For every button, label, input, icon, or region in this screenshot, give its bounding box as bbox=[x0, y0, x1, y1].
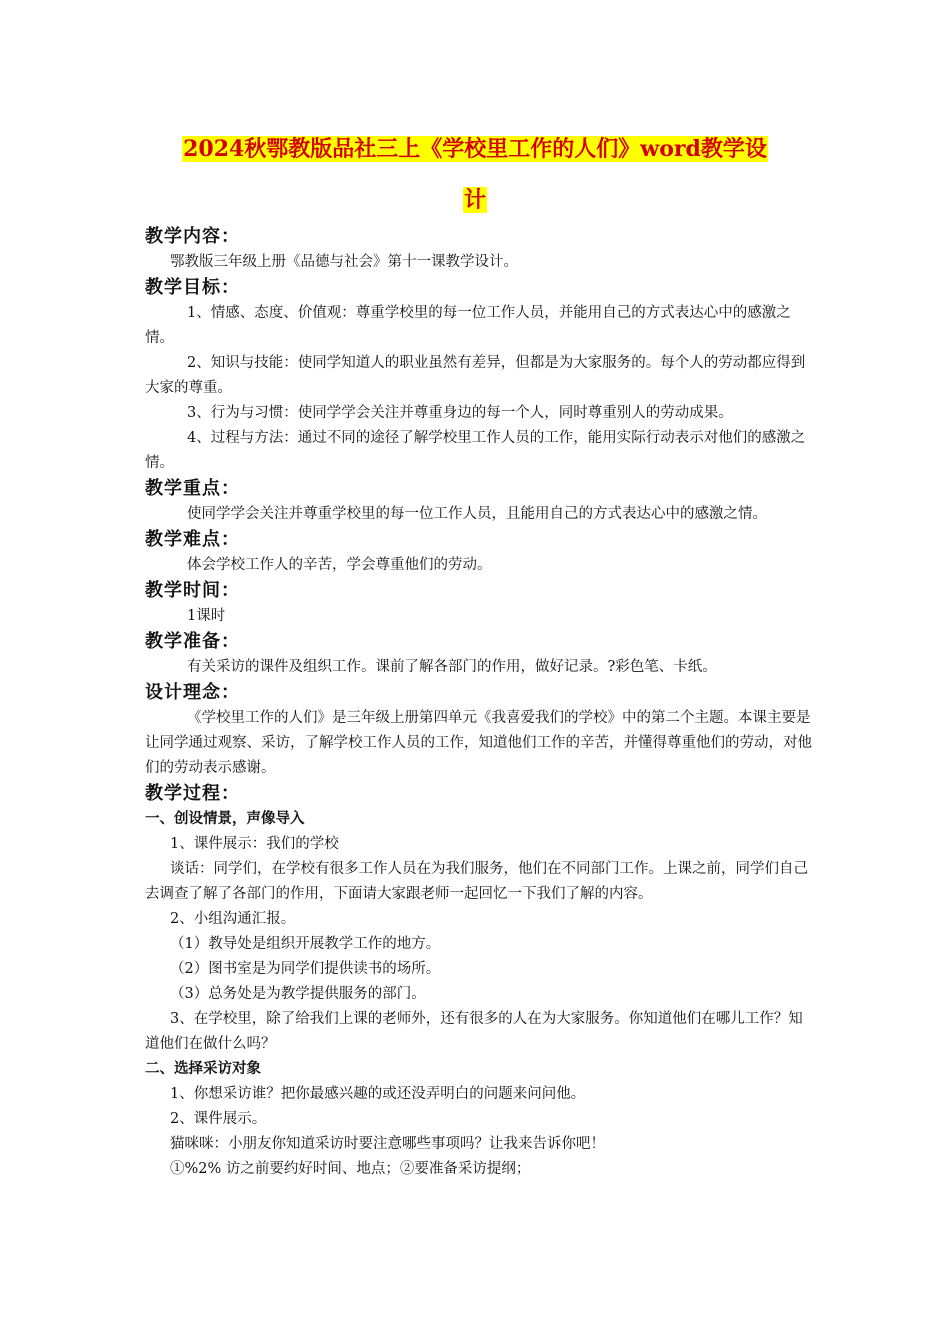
paragraph: 体会学校工作人的辛苦，学会尊重他们的劳动。 bbox=[187, 557, 492, 573]
paragraph: 1、课件展示：我们的学校 bbox=[170, 836, 339, 852]
paragraph: 1、你想采访谁？把你最感兴趣的或还没弄明白的问题来问问他。 bbox=[170, 1086, 586, 1102]
paragraph: （2）图书室是为同学们提供读书的场所。 bbox=[170, 961, 441, 977]
subsection-heading-1: 一、创设情景，声像导入 bbox=[145, 811, 305, 827]
title-line-2: 计 bbox=[463, 187, 486, 213]
section-heading-content: 教学内容： bbox=[145, 226, 240, 247]
document-body bbox=[145, 224, 817, 1182]
section-heading-process: 教学过程： bbox=[145, 783, 240, 804]
document-title bbox=[140, 131, 810, 233]
paragraph: 猫咪咪：小朋友你知道采访时要注意哪些事项吗？让我来告诉你吧！ bbox=[170, 1136, 605, 1152]
section-heading-key: 教学重点： bbox=[145, 478, 240, 499]
paragraph: 4、过程与方法：通过不同的途径了解学校里工作人员的工作，能用实际行动表示对他们的感激之情。 bbox=[145, 430, 806, 471]
section-heading-goals: 教学目标： bbox=[145, 277, 240, 298]
title-line-1: 2024秋鄂教版品社三上《学校里工作的人们》word教学设 bbox=[183, 136, 767, 162]
section-heading-concept: 设计理念： bbox=[145, 682, 240, 703]
paragraph: 2、课件展示。 bbox=[170, 1111, 267, 1127]
paragraph: ①%2% 访之前要约好时间、地点；②要准备采访提纲； bbox=[170, 1161, 531, 1177]
paragraph: 谈话：同学们，在学校有很多工作人员在为我们服务，他们在不同部门工作。上课之前，同学们自己去调查了解了各部门的作用，下面请大家跟老师一起回忆一下我们了解的内容。 bbox=[145, 861, 808, 902]
section-heading-time: 教学时间： bbox=[145, 580, 240, 601]
paragraph: 1课时 bbox=[187, 608, 226, 624]
paragraph: 有关采访的课件及组织工作。课前了解各部门的作用，做好记录。?彩色笔、卡纸。 bbox=[187, 659, 717, 675]
paragraph: 2、知识与技能：使同学知道人的职业虽然有差异，但都是为大家服务的。每个人的劳动都应得到大家的尊重。 bbox=[145, 355, 806, 396]
paragraph: （3）总务处是为教学提供服务的部门。 bbox=[170, 986, 426, 1002]
subsection-heading-2: 二、选择采访对象 bbox=[145, 1061, 261, 1077]
paragraph: （1）教导处是组织开展教学工作的地方。 bbox=[170, 936, 441, 952]
paragraph: 1、情感、态度、价值观：尊重学校里的每一位工作人员，并能用自己的方式表达心中的感激之情。 bbox=[145, 305, 791, 346]
section-heading-prep: 教学准备： bbox=[145, 631, 240, 652]
paragraph: 3、行为与习惯：使同学学会关注并尊重身边的每一个人，同时尊重别人的劳动成果。 bbox=[187, 405, 733, 421]
paragraph: 使同学学会关注并尊重学校里的每一位工作人员，且能用自己的方式表达心中的感激之情。 bbox=[187, 506, 767, 522]
paragraph: 鄂教版三年级上册《品德与社会》第十一课教学设计。 bbox=[170, 254, 518, 270]
paragraph: 2、小组沟通汇报。 bbox=[170, 911, 296, 927]
paragraph: 《学校里工作的人们》是三年级上册第四单元《我喜爱我们的学校》中的第二个主题。本课主要是让同学通过观察、采访，了解学校工作人员的工作，知道他们工作的辛苦，并懂得尊重他们的劳动，对他们的劳动表示感谢。 bbox=[145, 710, 812, 776]
paragraph: 3、在学校里，除了给我们上课的老师外，还有很多的人在为大家服务。你知道他们在哪儿工作？知道他们在做什么吗？ bbox=[145, 1011, 803, 1052]
section-heading-difficulty: 教学难点： bbox=[145, 529, 240, 550]
